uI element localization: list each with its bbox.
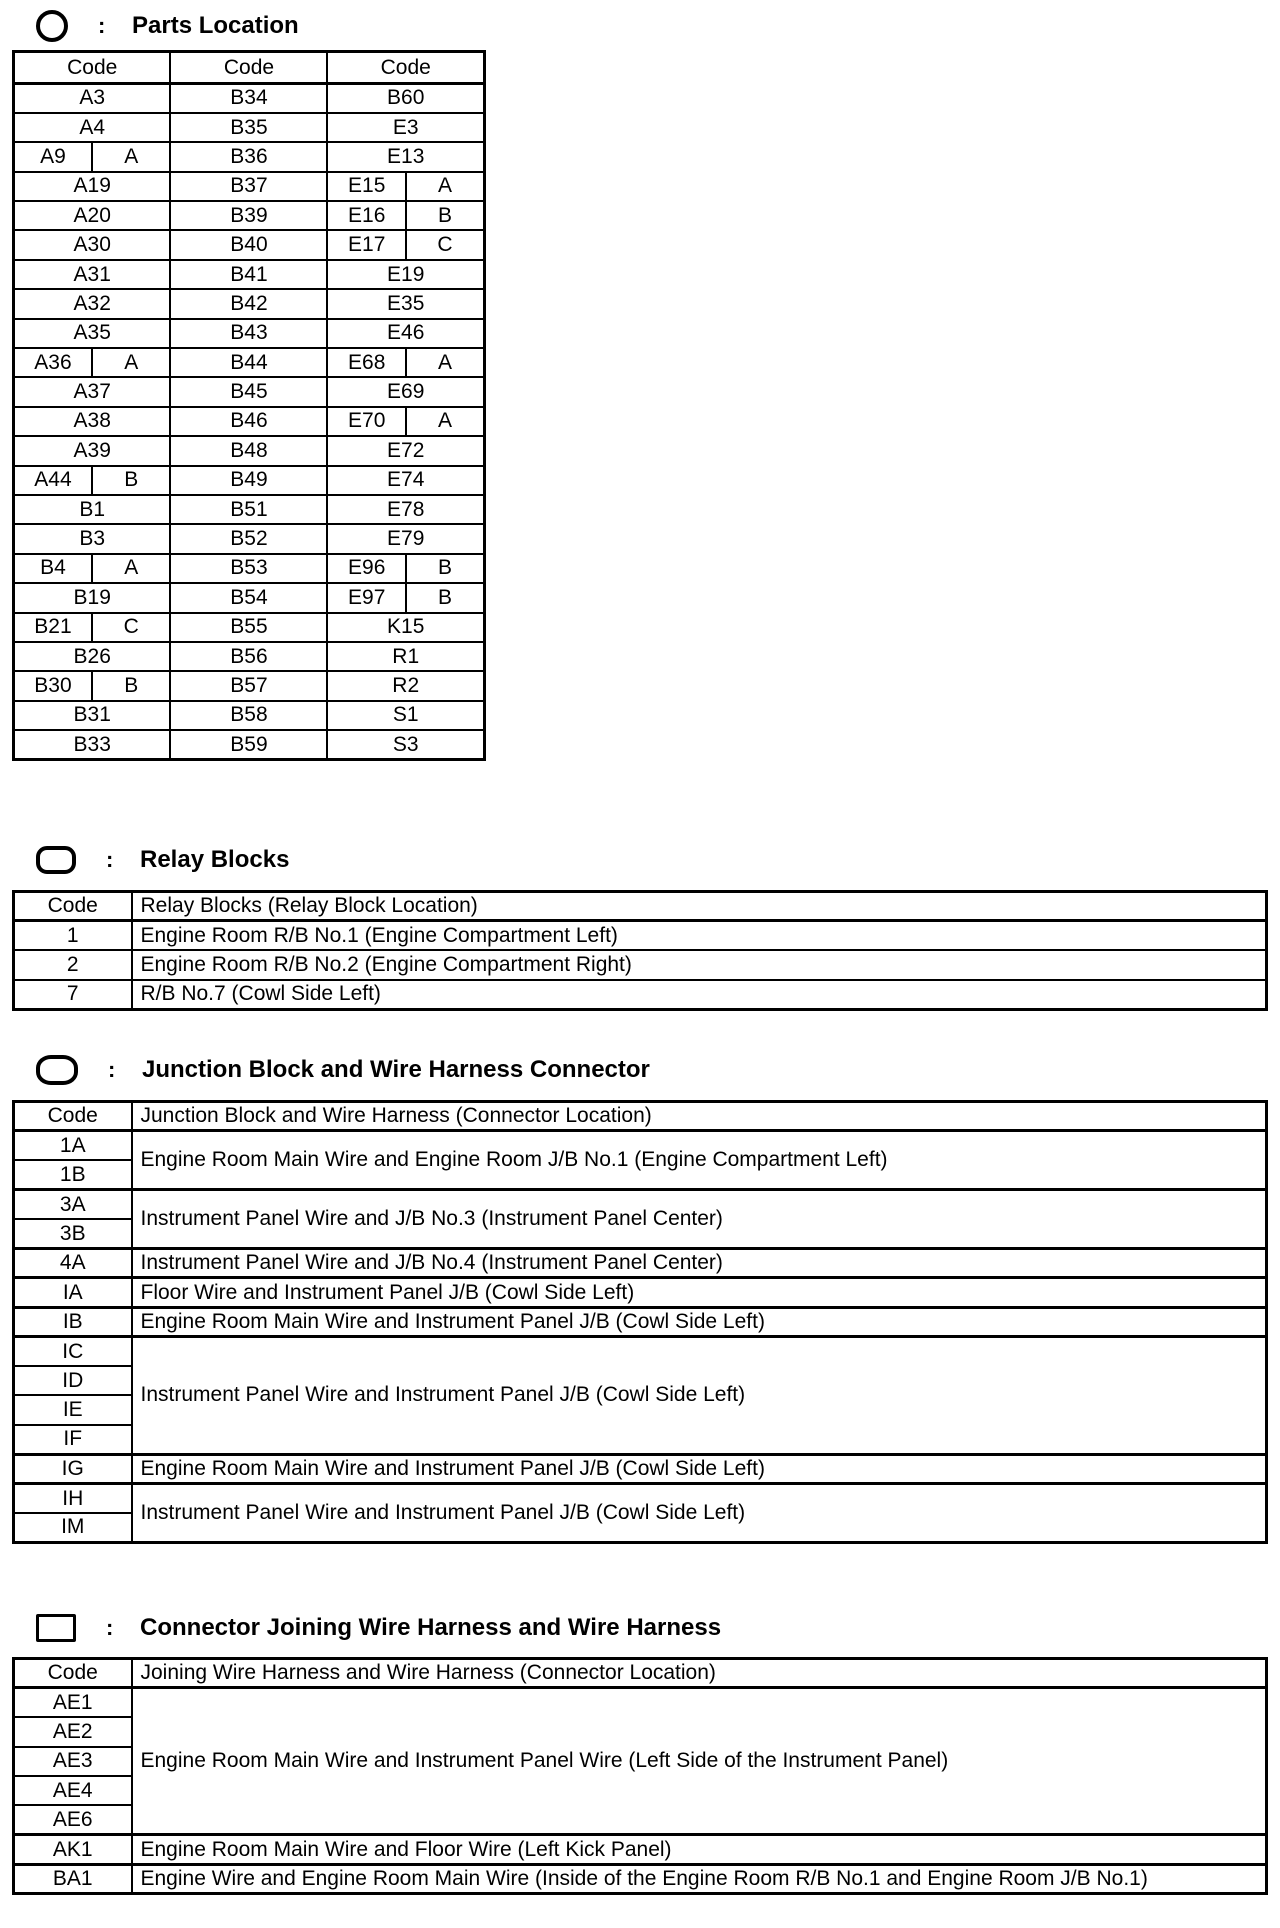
part-sub-code-cell: B (406, 554, 485, 583)
table-row (14, 1307, 1267, 1336)
part-code-cell: A37 (14, 377, 171, 406)
code-cell: IB (14, 1307, 132, 1336)
description-cell: Engine Room Main Wire and Instrument Panel J/B (Cowl Side Left) (132, 1454, 1267, 1483)
table-row (14, 289, 485, 318)
part-code-cell: B4 (14, 554, 92, 583)
section-colon: : (98, 13, 106, 38)
part-code-cell: E96 (327, 554, 405, 583)
part-code-cell: E15 (327, 172, 405, 201)
part-code-cell: B55 (170, 613, 327, 642)
part-sub-code-cell: A (92, 348, 171, 377)
code-column-header: Code (14, 892, 132, 921)
table-row (14, 1688, 1267, 1717)
code-cell: 7 (14, 980, 132, 1009)
part-code-cell: B60 (327, 84, 484, 113)
table-row (14, 377, 485, 406)
part-code-cell: B43 (170, 319, 327, 348)
column-header: Code (14, 52, 171, 84)
description-column-header: Joining Wire Harness and Wire Harness (Connector Location) (132, 1659, 1267, 1688)
table-row (14, 113, 485, 142)
part-code-cell: B42 (170, 289, 327, 318)
table-row (14, 495, 485, 524)
table-row (14, 1337, 1267, 1366)
part-code-cell: A38 (14, 407, 171, 436)
code-cell: 1 (14, 921, 132, 950)
table-row (14, 554, 485, 583)
part-code-cell: E17 (327, 230, 405, 259)
part-code-cell: R2 (327, 671, 484, 700)
table-row (14, 466, 485, 495)
part-code-cell: R1 (327, 642, 484, 671)
part-code-cell: B53 (170, 554, 327, 583)
part-code-cell: B51 (170, 495, 327, 524)
description-cell: Instrument Panel Wire and J/B No.4 (Instrument Panel Center) (132, 1248, 1267, 1277)
table-header-row (14, 1102, 1267, 1131)
table-row (14, 201, 485, 230)
table-row (14, 1484, 1267, 1513)
part-code-cell: A31 (14, 260, 171, 289)
code-cell: 1B (14, 1160, 132, 1189)
part-code-cell: A39 (14, 436, 171, 465)
part-code-cell: B37 (170, 172, 327, 201)
description-cell: Instrument Panel Wire and Instrument Panel J/B (Cowl Side Left) (132, 1337, 1267, 1455)
table-row (14, 950, 1267, 979)
relay-blocks-header (36, 842, 289, 878)
description-column-header: Relay Blocks (Relay Block Location) (132, 892, 1267, 921)
part-sub-code-cell: C (92, 613, 171, 642)
description-cell: Engine Room Main Wire and Engine Room J/B No.1 (Engine Compartment Left) (132, 1131, 1267, 1190)
parts-location-table (12, 50, 486, 761)
part-code-cell: B54 (170, 583, 327, 612)
part-code-cell: S3 (327, 730, 484, 759)
rounded-rectangle-symbol-icon (36, 846, 76, 874)
section-title: Relay Blocks (140, 846, 290, 873)
part-code-cell: E19 (327, 260, 484, 289)
section-colon: : (108, 1057, 116, 1082)
description-cell: Engine Room Main Wire and Floor Wire (Left Kick Panel) (132, 1835, 1267, 1864)
part-sub-code-cell: A (406, 348, 485, 377)
code-cell: IA (14, 1278, 132, 1307)
section-colon: : (106, 847, 114, 872)
part-code-cell: A35 (14, 319, 171, 348)
part-code-cell: B26 (14, 642, 171, 671)
part-code-cell: E3 (327, 113, 484, 142)
description-cell: Engine Room R/B No.2 (Engine Compartment Right) (132, 950, 1267, 979)
part-code-cell: E97 (327, 583, 405, 612)
description-cell: Engine Room R/B No.1 (Engine Compartment Left) (132, 921, 1267, 950)
part-code-cell: B39 (170, 201, 327, 230)
table-row (14, 1248, 1267, 1277)
junction-block-header (36, 1052, 650, 1088)
part-sub-code-cell: A (406, 172, 485, 201)
part-code-cell: E78 (327, 495, 484, 524)
connector-joining-table (12, 1657, 1268, 1895)
code-cell: 3A (14, 1190, 132, 1219)
part-code-cell: E68 (327, 348, 405, 377)
table-row (14, 642, 485, 671)
part-code-cell: A3 (14, 84, 171, 113)
part-sub-code-cell: B (406, 583, 485, 612)
part-code-cell: E16 (327, 201, 405, 230)
relay-blocks-table (12, 890, 1268, 1011)
part-code-cell: B56 (170, 642, 327, 671)
part-code-cell: B34 (170, 84, 327, 113)
table-row (14, 730, 485, 759)
code-cell: 4A (14, 1248, 132, 1277)
table-row (14, 348, 485, 377)
part-code-cell: E70 (327, 407, 405, 436)
part-code-cell: A4 (14, 113, 171, 142)
table-row (14, 701, 485, 730)
code-cell: IF (14, 1425, 132, 1454)
part-code-cell: E46 (327, 319, 484, 348)
code-cell: IC (14, 1337, 132, 1366)
part-code-cell: A9 (14, 142, 92, 171)
description-cell: Instrument Panel Wire and J/B No.3 (Instrument Panel Center) (132, 1190, 1267, 1249)
table-row (14, 671, 485, 700)
description-column-header: Junction Block and Wire Harness (Connector Location) (132, 1102, 1267, 1131)
part-code-cell: E13 (327, 142, 484, 171)
part-sub-code-cell: B (92, 671, 171, 700)
part-code-cell: A30 (14, 230, 171, 259)
table-row (14, 1835, 1267, 1864)
part-code-cell: E35 (327, 289, 484, 318)
table-row (14, 921, 1267, 950)
parts-location-header (36, 8, 299, 44)
part-code-cell: B31 (14, 701, 171, 730)
part-code-cell: B30 (14, 671, 92, 700)
description-cell: Engine Room Main Wire and Instrument Panel J/B (Cowl Side Left) (132, 1307, 1267, 1336)
part-code-cell: E74 (327, 466, 484, 495)
table-row (14, 613, 485, 642)
circle-symbol-icon (36, 10, 68, 42)
part-code-cell: B59 (170, 730, 327, 759)
table-row (14, 142, 485, 171)
part-code-cell: B40 (170, 230, 327, 259)
code-cell: IM (14, 1513, 132, 1542)
code-cell: IH (14, 1484, 132, 1513)
code-cell: 3B (14, 1219, 132, 1248)
part-code-cell: B52 (170, 524, 327, 553)
part-sub-code-cell: B (92, 466, 171, 495)
table-row (14, 1278, 1267, 1307)
column-header: Code (170, 52, 327, 84)
part-code-cell: B44 (170, 348, 327, 377)
part-sub-code-cell: A (92, 554, 171, 583)
table-row (14, 172, 485, 201)
part-code-cell: K15 (327, 613, 484, 642)
part-code-cell: B33 (14, 730, 171, 759)
part-code-cell: B49 (170, 466, 327, 495)
part-code-cell: E79 (327, 524, 484, 553)
section-title: Parts Location (132, 12, 299, 39)
description-cell: Floor Wire and Instrument Panel J/B (Cowl Side Left) (132, 1278, 1267, 1307)
oval-symbol-icon (36, 1055, 78, 1085)
part-code-cell: B21 (14, 613, 92, 642)
part-code-cell: A36 (14, 348, 92, 377)
part-code-cell: S1 (327, 701, 484, 730)
section-colon: : (106, 1615, 114, 1640)
table-row (14, 319, 485, 348)
description-cell: Engine Room Main Wire and Instrument Panel Wire (Left Side of the Instrument Panel) (132, 1688, 1267, 1835)
section-title: Junction Block and Wire Harness Connector (142, 1056, 650, 1083)
table-row (14, 260, 485, 289)
description-cell: R/B No.7 (Cowl Side Left) (132, 980, 1267, 1009)
code-cell: AE3 (14, 1747, 132, 1776)
code-cell: 2 (14, 950, 132, 979)
table-row (14, 1454, 1267, 1483)
table-row (14, 980, 1267, 1009)
section-title: Connector Joining Wire Harness and Wire Harness (140, 1614, 722, 1641)
table-row (14, 1864, 1267, 1893)
part-code-cell: A19 (14, 172, 171, 201)
part-code-cell: B46 (170, 407, 327, 436)
part-code-cell: B36 (170, 142, 327, 171)
part-code-cell: B57 (170, 671, 327, 700)
code-cell: AE2 (14, 1717, 132, 1746)
table-row (14, 407, 485, 436)
code-cell: 1A (14, 1131, 132, 1160)
table-row (14, 1131, 1267, 1160)
junction-block-table (12, 1100, 1268, 1544)
part-sub-code-cell: A (92, 142, 171, 171)
table-row (14, 524, 485, 553)
code-cell: ID (14, 1366, 132, 1395)
part-code-cell: B41 (170, 260, 327, 289)
square-symbol-icon (36, 1614, 76, 1642)
code-cell: BA1 (14, 1864, 132, 1893)
code-column-header: Code (14, 1659, 132, 1688)
connector-joining-header (36, 1610, 721, 1646)
table-row (14, 436, 485, 465)
part-code-cell: B58 (170, 701, 327, 730)
code-cell: AK1 (14, 1835, 132, 1864)
code-cell: AE1 (14, 1688, 132, 1717)
code-cell: IE (14, 1395, 132, 1424)
part-code-cell: A20 (14, 201, 171, 230)
part-code-cell: A32 (14, 289, 171, 318)
code-column-header: Code (14, 1102, 132, 1131)
part-code-cell: B19 (14, 583, 171, 612)
description-cell: Instrument Panel Wire and Instrument Panel J/B (Cowl Side Left) (132, 1484, 1267, 1543)
part-code-cell: B35 (170, 113, 327, 142)
part-code-cell: A44 (14, 466, 92, 495)
table-header-row (14, 1659, 1267, 1688)
part-code-cell: B45 (170, 377, 327, 406)
part-code-cell: E69 (327, 377, 484, 406)
table-header-row (14, 892, 1267, 921)
part-sub-code-cell: A (406, 407, 485, 436)
table-row (14, 583, 485, 612)
description-cell: Engine Wire and Engine Room Main Wire (Inside of the Engine Room R/B No.1 and Engine Room J/B No.1) (132, 1864, 1267, 1893)
part-code-cell: E72 (327, 436, 484, 465)
part-code-cell: B1 (14, 495, 171, 524)
table-row (14, 230, 485, 259)
part-code-cell: B48 (170, 436, 327, 465)
code-cell: AE6 (14, 1805, 132, 1834)
part-sub-code-cell: B (406, 201, 485, 230)
table-row (14, 84, 485, 113)
table-header-row (14, 52, 485, 84)
part-sub-code-cell: C (406, 230, 485, 259)
code-cell: IG (14, 1454, 132, 1483)
table-row (14, 1190, 1267, 1219)
part-code-cell: B3 (14, 524, 171, 553)
code-cell: AE4 (14, 1776, 132, 1805)
column-header: Code (327, 52, 484, 84)
